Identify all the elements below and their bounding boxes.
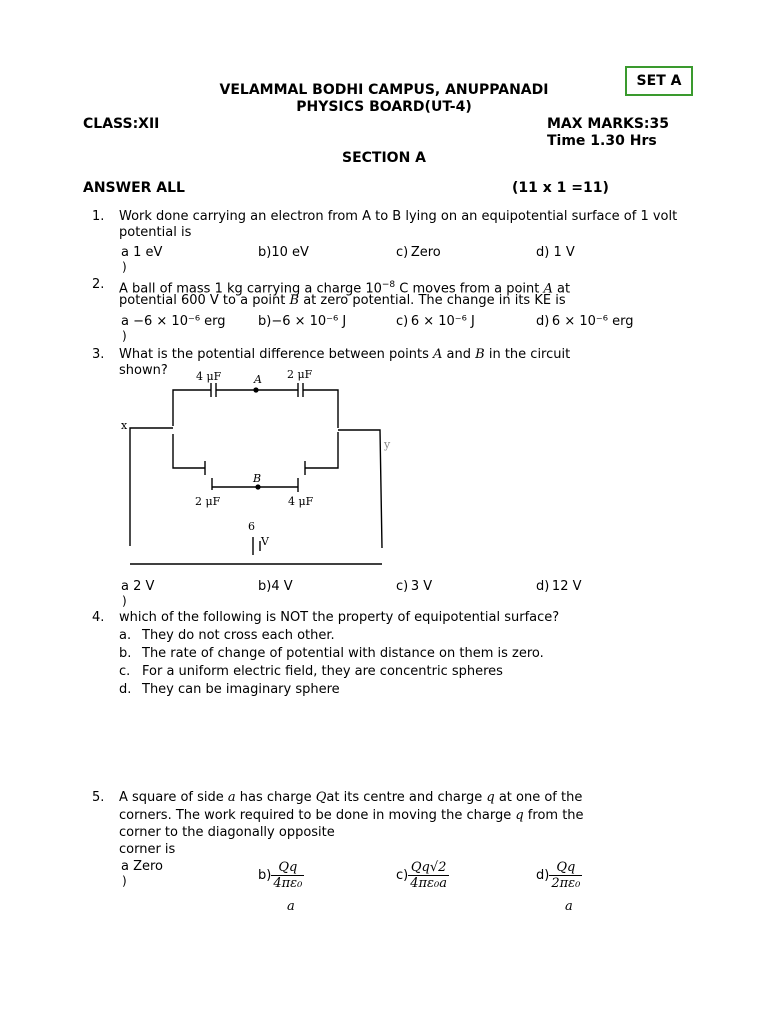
node-b-dot [255,484,260,489]
capacitor-circuit-diagram [110,360,410,575]
q5-option-d-label: d) [536,868,550,883]
q5-option-b-label: b) [258,868,272,883]
q5-number: 5. [92,790,105,805]
fraction-denominator: 2πε₀ [551,876,581,891]
circuit-wire [338,430,382,548]
q2-text-part: at [552,281,571,297]
q4-option-a: They do not cross each other. [142,628,335,643]
board-name: PHYSICS BOARD(UT-4) [296,99,472,115]
q3-option-c: c) 3 V [396,579,433,594]
q5-text-line2 [119,808,584,824]
q3-option-a: a 2 V [121,579,155,594]
cap-label-bottom-right: 4 μF [288,495,314,508]
circuit-wire [305,432,338,468]
max-marks: MAX MARKS:35 [547,116,669,132]
q5-option-d-fraction [549,860,582,891]
q5-option-a: a Zero [121,859,164,874]
q5-option-d-extra: a [565,899,573,914]
set-label: SET A [625,66,693,96]
q2-option-a-paren: ) [122,329,127,343]
fraction-numerator: Qq [549,860,582,876]
node-a-label: A [254,373,262,386]
q3-text-part: and [442,347,476,362]
q4-option-b-label: b. [119,646,132,661]
q5-text-line3: corner to the diagonally opposite [119,825,335,840]
q5-text-part: has charge [235,790,316,805]
q5-option-c [396,860,449,891]
circuit-wire [303,390,338,428]
q2-text-part: C moves from a point [395,281,544,297]
q2-exponent: −8 [381,280,396,290]
circuit-wire [173,434,205,468]
node-b-label: B [253,472,262,485]
q2-point-b: B [289,293,300,308]
q5-charge-q: q [515,808,524,823]
q4-option-d-label: d. [119,682,132,697]
circuit-wire [173,390,211,426]
q5-text-part: at one of the [494,790,583,805]
marks-scheme: (11 x 1 =11) [512,180,609,196]
q5-text-line4: corner is [119,842,176,857]
q3-text-part: What is the potential difference between points [119,347,434,362]
q1-number: 1. [92,209,105,224]
q1-option-c: c) Zero [396,245,441,260]
fraction-denominator: 4πε₀a [410,876,447,891]
q5-text-line1 [119,790,582,806]
terminal-x-label: x [121,419,128,432]
q2-text-part: potential 600 V to a point [119,293,290,308]
q5-side-a: a [227,790,236,805]
q3-number: 3. [92,347,105,362]
q4-option-c-label: c. [119,664,131,679]
q1-text: Work done carrying an electron from A to B lying on an equipotential surface of 1 volt potential is [119,209,678,240]
q3-option-a-paren: ) [122,594,127,608]
q1-option-d: d) 1 V [536,245,575,260]
section-title: SECTION A [341,150,426,166]
q3-option-b: b)4 V [258,579,293,594]
school-name: VELAMMAL BODHI CAMPUS, ANUPPANADI [219,82,549,98]
q2-text-part: A ball of mass 1 kg carrying a charge 10 [119,281,382,297]
q5-option-a-paren: ) [122,874,127,888]
q5-charge-Q: Q [315,790,327,805]
circuit-wire [130,428,173,546]
q2-point-a: A [543,281,553,297]
q4-option-a-label: a. [119,628,132,643]
time-label: Time 1.30 Hrs [547,133,657,149]
q5-option-c-label: c) [396,868,409,883]
cap-label-top-left: 4 μF [196,370,222,383]
q5-text-part: at its centre and charge [326,790,487,805]
class-label: CLASS:XII [83,116,160,132]
q2-option-c: c) 6 × 10⁻⁶ J [396,314,475,329]
q3-text-line2: shown? [119,363,168,378]
answer-all: ANSWER ALL [83,180,185,196]
q3-text-part: in the circuit [484,347,571,362]
q4-option-d: They can be imaginary sphere [142,682,340,697]
q5-option-b-fraction [271,860,304,891]
q5-text-part: corners. The work required to be done in moving the charge [119,808,516,823]
q5-option-d [536,860,582,891]
q3-option-d: d) 12 V [536,579,582,594]
q4-option-c: For a uniform electric field, they are concentric spheres [142,664,503,679]
battery-value: 6 [248,520,255,533]
q4-text: which of the following is NOT the property of equipotential surface? [119,610,560,625]
q5-option-b [258,860,304,891]
q1-option-a-paren: ) [122,260,127,274]
q5-option-c-fraction [408,860,449,891]
node-a-dot [253,387,258,392]
terminal-y-label: y [384,438,391,451]
q3-point-b: B [475,347,485,362]
q5-option-b-extra: a [287,899,295,914]
q5-text-part: A square of side [119,790,228,805]
q2-text-part: at zero potential. The change in its KE is [299,293,566,308]
q4-option-b: The rate of change of potential with distance on them is zero. [142,646,544,661]
q5-text-part: from the [523,808,584,823]
q1-option-b: b)10 eV [258,245,309,260]
fraction-numerator: Qq [271,860,304,876]
q2-option-b: b)−6 × 10⁻⁶ J [258,314,347,329]
q4-number: 4. [92,610,105,625]
q1-option-a: a 1 eV [121,245,163,260]
fraction-denominator: 4πε₀ [273,876,303,891]
q2-text-line2 [119,293,566,309]
cap-label-top-right: 2 μF [287,368,313,381]
q2-option-d: d) 6 × 10⁻⁶ erg [536,314,634,329]
battery-unit: V [261,535,269,548]
q3-point-a: A [433,347,443,362]
cap-label-bottom-left: 2 μF [195,495,221,508]
q2-option-a: a −6 × 10⁻⁶ erg [121,314,226,329]
fraction-numerator: Qq√2 [408,860,449,876]
q5-charge-q: q [486,790,495,805]
q2-number: 2. [92,277,105,292]
